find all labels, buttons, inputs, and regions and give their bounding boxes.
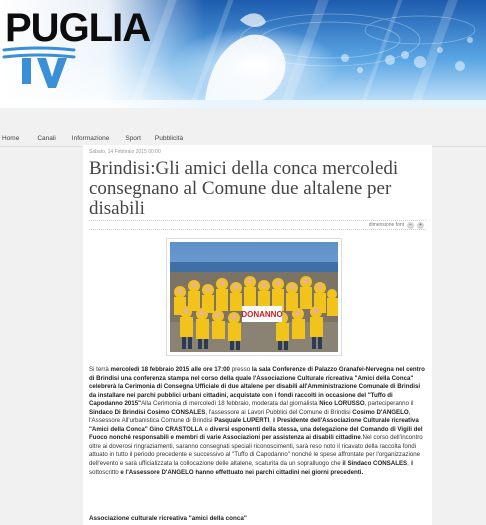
nav-item-informazione[interactable]: Informazione [71,135,110,142]
photo-banner-text: DONANNO [241,310,283,319]
nav-item-sport[interactable]: Sport [125,135,141,142]
font-size-bar [89,220,426,230]
logo-text[interactable]: PUGLIA [5,6,151,50]
article-card [83,145,432,525]
article-photo-frame [166,238,342,356]
article-body: Si terrà mercoledì 18 febbraio 2015 alle ore 17:00 presso la sala Conferenze di Palazzo Granafei-Nervegna nel centro di Brindisi una conferenza stampa nel corso della quale l'Associazione Culturale ricreativa "Amici della Conca" celebrerà la Cerimonia di Consegna Ufficiale di due altalene per disabili all'Amministrazione Comunale di Brindisi da installare nei parchi pubblici urbani cittadini, acquistate con i fondi raccolti in occasione del "Tuffo di Capodanno 2015"Alla Cerimonia di mercoledì 18 febbraio, moderata dal giornalista Nico LORUSSO, parteciperanno il Sindaco Di Brindisi Cosimo CONSALES, l'assessore ai Lavori Pubblici del Comune di Brindisi Cosimo D'ANGELO, l'Assessore All'urbanistica Comune di Brindisi Pasquale LUPERTI, il Presidente dell'Associazione Culturale ricreativa "Amici della Conca" Gino CRASTOLLA e diversi esponenti della stessa, una delegazione del Comando di Vigili del Fuoco nonché responsabili e membri di varie Associazioni per assistenza ai disabili cittadine.Nel corso dell'incontro oltre ai doverosi ringraziamenti, saranno consegnati speciali riconoscimenti, sarà reso noto il ricavato della raccolta fondi attuato in tutto il periodo precedente e successivo al "Tuffo di Capodanno" nonché le spese affrontate per l'organizzazione dell'evento e sarà ufficializzata la collocazione delle altalene, scaturita da un sopralluogo che il Sindaco CONSALES, il sottoscritto e l'Assessore D'ANGELO hanno effettuato nei parchi cittadini nei giorni precedenti. [89,366,425,476]
nav-item-pubblicita[interactable]: Pubblicità [154,135,184,142]
article-title: Brindisi:Gli amici della conca mercoledi consegnano al Comune due altalene per disabili [89,158,399,219]
nav-item-canali[interactable]: Canali [37,135,56,142]
nav-item-home[interactable]: Home [2,135,20,142]
association-signature: Associazione culturale ricreativa "amici della conca" [89,515,247,522]
group-photo[interactable] [170,242,338,352]
font-increase-button[interactable]: + [417,222,424,229]
main-nav [0,132,486,146]
article-date: Sabato, 14 Febbraio 2015 00:00 [89,149,161,155]
font-decrease-button[interactable]: − [407,222,414,229]
tv-logo-icon[interactable] [2,44,76,90]
site-header [0,0,486,108]
font-size-label: dimensione font [368,222,404,228]
